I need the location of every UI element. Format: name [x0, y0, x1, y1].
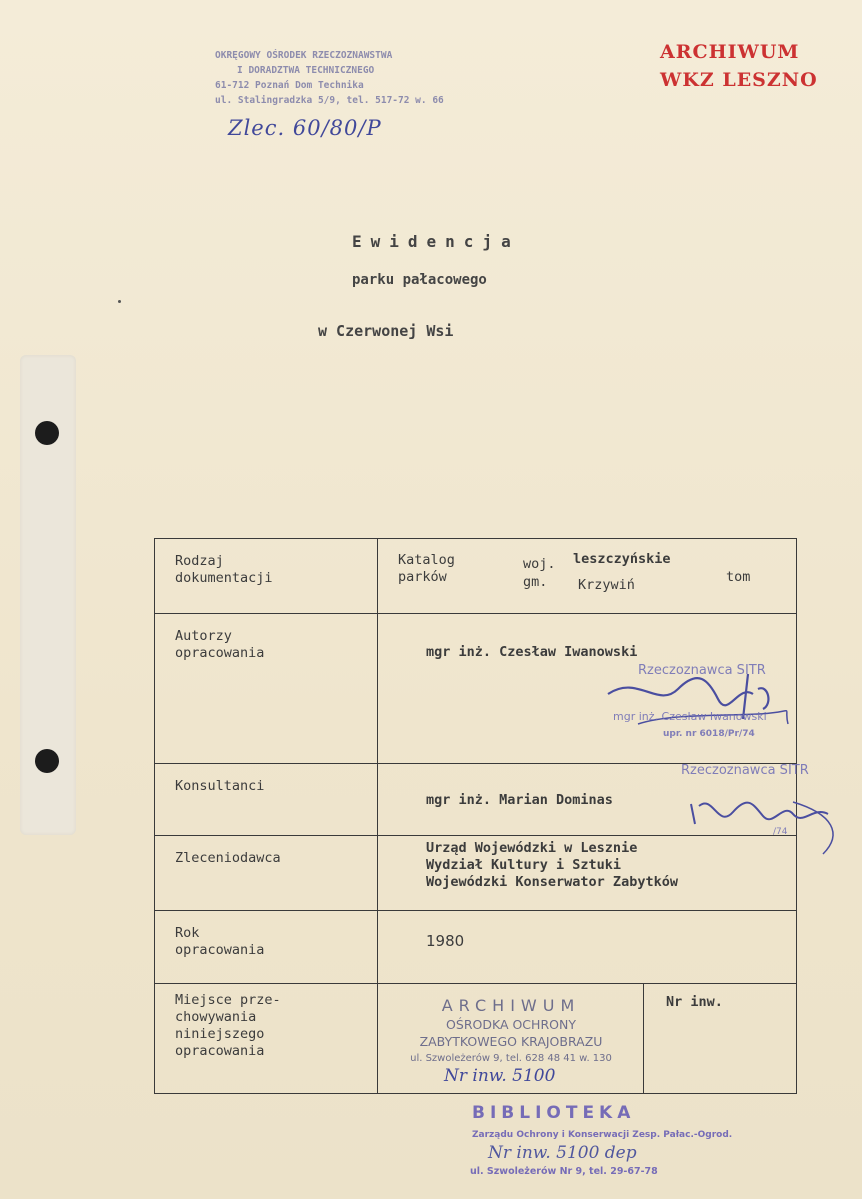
- documentation-table: [154, 538, 809, 1094]
- consultant-name: mgr inż. Marian Dominas: [426, 792, 613, 808]
- consultants-label: Konsultanci: [175, 778, 265, 794]
- woj-value: leszczyńskie: [573, 551, 671, 567]
- archive-wkz-stamp: [660, 38, 818, 94]
- row-value-year: [378, 911, 797, 984]
- archive-wkz-line-2: WKZ LESZNO: [660, 69, 818, 91]
- office-stamp-line-3: 61-712 Poznań Dom Technika: [215, 80, 364, 91]
- storage-label-line-4: opracowania: [175, 1043, 265, 1059]
- storage-label-line-2: chowywania: [175, 1009, 257, 1025]
- author-stamp-reg: upr. nr 6018/Pr/74: [663, 729, 755, 739]
- document-location: w Czerwonej Wsi: [318, 322, 454, 340]
- office-stamp-line-4: ul. Stalingradzka 5/9, tel. 517-72 w. 66: [215, 95, 444, 106]
- author-stamp-name: mgr inż. Czesław Iwanowski: [613, 710, 767, 723]
- row-label-year: [155, 911, 378, 984]
- row-label-authors: [155, 614, 378, 764]
- storage-label-line-1: Miejsce prze-: [175, 992, 281, 1008]
- gm-value: Krzywiń: [578, 577, 635, 593]
- archive-stamp-address: ul. Szwoleżerów 9, tel. 628 48 41 w. 130: [410, 1053, 612, 1064]
- table-row: [155, 539, 797, 614]
- document-title: Ewidencja: [352, 232, 520, 251]
- office-stamp-line-1: OKRĘGOWY OŚRODEK RZECZOZNAWSTWA: [215, 50, 393, 61]
- library-handwritten-number: Nr inw. 5100 dep: [488, 1143, 637, 1163]
- client-line-1: Urząd Wojewódzki w Lesznie: [426, 840, 638, 856]
- author-stamp-title: Rzeczoznawca SITR: [638, 663, 766, 678]
- storage-label-line-3: niniejszego: [175, 1026, 265, 1042]
- library-stamp-address: ul. Szwoleżerów Nr 9, tel. 29-67-78: [470, 1166, 658, 1177]
- order-number: Zlec. 60/80/P: [228, 116, 382, 140]
- inventory-label: Nr inw.: [666, 994, 723, 1010]
- woj-label: woj.: [523, 556, 556, 572]
- inventory-number-handwritten: Nr inw. 5100: [444, 1066, 556, 1086]
- authors-label: Autorzy opracowania: [175, 628, 265, 661]
- paper-speck: [118, 300, 121, 303]
- row-value-consultants: [378, 763, 809, 837]
- archive-stamp-line-2: OŚRODKA OCHRONY: [446, 1017, 576, 1032]
- gm-label: gm.: [523, 574, 548, 590]
- archive-stamp: [378, 996, 644, 1068]
- row-label-doc-type: [155, 539, 378, 614]
- table-row: [155, 836, 797, 911]
- table-row: [155, 764, 797, 836]
- office-stamp-line-2: I DORADZTWA TECHNICZNEGO: [237, 65, 375, 76]
- tom-label: tom: [726, 569, 751, 585]
- consultant-stamp-title: Rzeczoznawca SITR: [681, 763, 809, 778]
- archive-wkz-line-1: ARCHIWUM: [660, 41, 800, 63]
- catalog-label: Katalog parków: [398, 552, 455, 585]
- year-label: Rok opracowania: [175, 925, 265, 958]
- table-row: [155, 911, 797, 984]
- punch-hole-bottom: [35, 749, 59, 773]
- year-value: 1980: [426, 932, 465, 950]
- archive-stamp-line-3: ZABYTKOWEGO KRAJOBRAZU: [419, 1034, 603, 1049]
- row-value-storage: [378, 984, 797, 1094]
- client-label: Zleceniodawca: [175, 850, 281, 866]
- client-line-3: Wojewódzki Konserwator Zabytków: [426, 874, 678, 890]
- document-subtitle: parku pałacowego: [352, 272, 487, 288]
- author-name: mgr inż. Czesław Iwanowski: [426, 644, 638, 660]
- library-stamp-line-2: Zarządu Ochrony i Konserwacji Zesp. Pałac.-Ogrod.: [472, 1130, 733, 1140]
- consultant-stamp-reg: /74: [773, 827, 788, 837]
- row-value-authors: [378, 614, 797, 764]
- archive-stamp-title: ARCHIWUM: [441, 996, 581, 1015]
- office-stamp: [215, 48, 444, 108]
- punch-hole-top: [35, 421, 59, 445]
- table-row: [155, 984, 797, 1094]
- row-value-doc-type: [378, 539, 797, 614]
- row-label-storage: [155, 984, 378, 1094]
- row-label-client: [155, 836, 378, 911]
- library-stamp-title: BIBLIOTEKA: [472, 1103, 636, 1123]
- table-row: [155, 614, 797, 764]
- client-line-2: Wydział Kultury i Sztuki: [426, 857, 622, 873]
- row-value-client: [378, 836, 797, 911]
- row-label-consultants: [155, 764, 378, 836]
- doc-type-label: Rodzaj dokumentacji: [175, 553, 273, 586]
